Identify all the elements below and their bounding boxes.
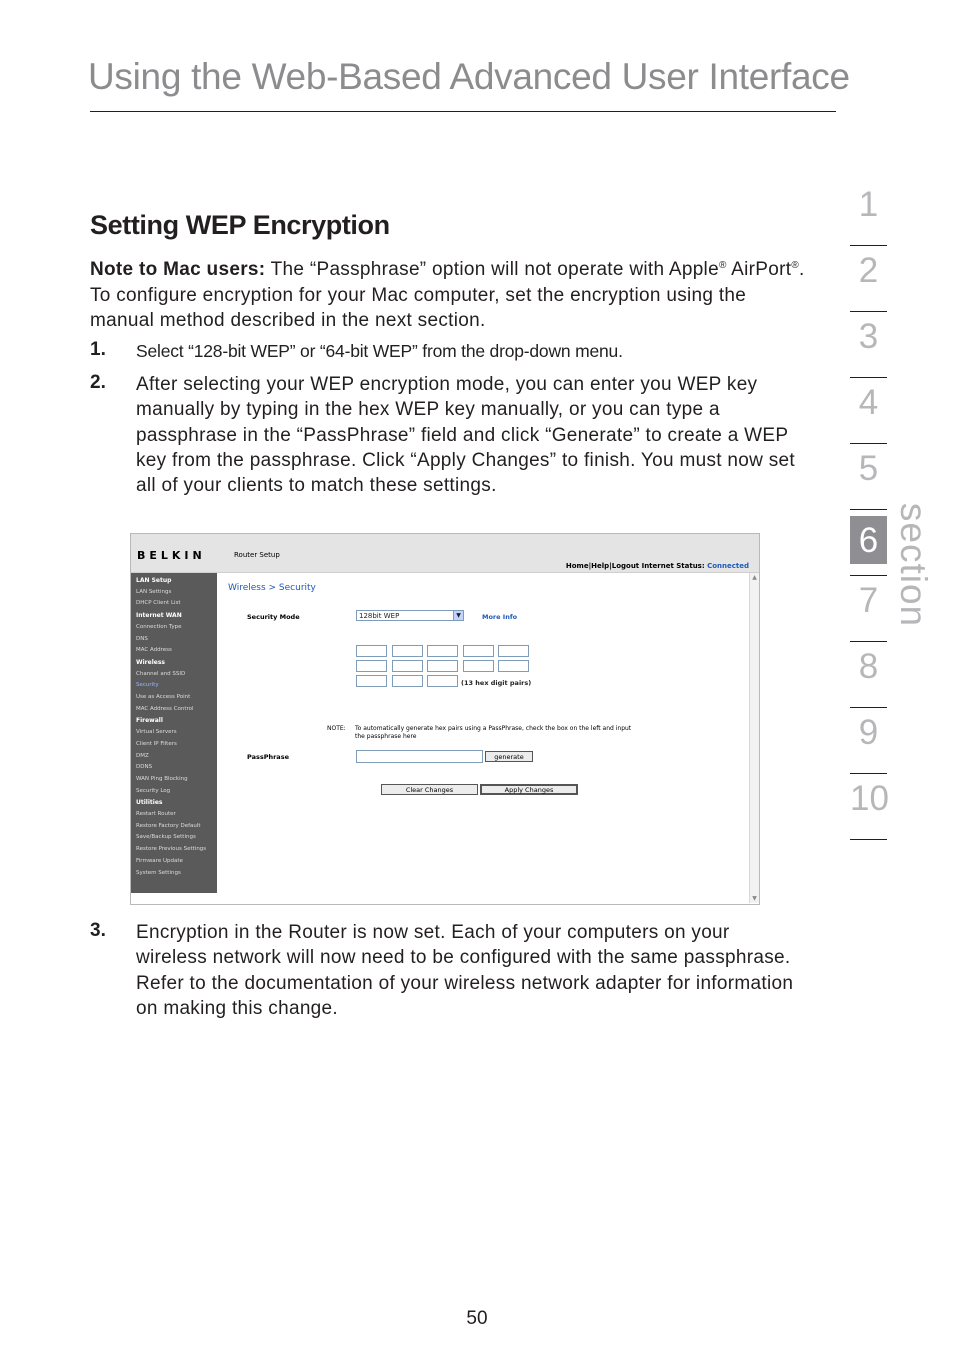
sidebar-item[interactable]: Security Log [136,787,171,794]
registered-mark: ® [791,260,799,271]
security-mode-label: Security Mode [247,613,300,621]
mac-users-note [90,253,810,334]
connection-status: Connected [707,562,749,570]
wep-key-input[interactable] [356,645,387,657]
security-mode-value: 128bit WEP [359,612,400,620]
sidebar-item[interactable]: Channel and SSID [136,670,186,677]
router-page-title: Router Setup [234,551,280,559]
router-sidebar [131,573,217,893]
generate-button[interactable]: generate [485,751,533,762]
wep-key-input[interactable] [427,645,458,657]
sidebar-heading: Wireless [136,658,165,666]
sidebar-item[interactable]: Restore Factory Default [136,822,201,829]
passphrase-input[interactable] [356,750,483,763]
router-header-bar [131,534,759,573]
wep-key-input[interactable] [427,660,458,672]
sidebar-item[interactable]: System Settings [136,869,181,876]
sidebar-item[interactable]: LAN Settings [136,588,172,595]
section-label: section [893,502,934,628]
note-lead: Note to Mac users: [90,259,266,280]
sidebar-item[interactable]: WAN Ping Blocking [136,775,188,782]
sidebar-item[interactable]: Firmware Update [136,857,183,864]
sidebar-item[interactable]: Connection Type [136,623,182,630]
section-nav-item-8 [850,642,887,708]
section-number: 4 [858,383,879,422]
section-nav-item-2 [850,246,887,312]
note-text-2: AirPort [726,259,792,280]
section-number: 7 [858,581,879,620]
registered-mark: ® [718,260,727,271]
wep-key-input[interactable] [498,645,529,657]
wep-key-input[interactable] [356,675,387,687]
note-label: NOTE: [327,725,346,732]
sidebar-item[interactable]: Virtual Servers [136,729,177,736]
step-number: 3. [90,920,106,941]
page-number: 50 [466,1308,488,1329]
section-nav-item-6 [850,510,887,576]
section-nav [850,180,887,840]
sidebar-item[interactable]: DMZ [136,752,149,759]
scroll-down-icon[interactable]: ▼ [752,895,757,902]
sidebar-item[interactable]: MAC Address Control [136,705,194,712]
wep-key-input[interactable] [427,675,458,687]
sidebar-heading: LAN Setup [136,577,172,584]
wep-key-input[interactable] [463,660,494,672]
sidebar-heading: Utilities [136,799,163,807]
section-nav-item-7 [850,576,887,642]
router-breadcrumb: Wireless > Security [228,583,316,593]
section-number: 9 [858,713,879,752]
sidebar-item[interactable]: Security [136,682,159,689]
section-nav-item-5 [850,444,887,510]
section-nav-item-3 [850,312,887,378]
section-nav-item-4 [850,378,887,444]
section-number: 6 [850,516,887,564]
page-header-title: Using the Web-Based Advanced User Interface [88,56,850,97]
sidebar-item[interactable]: MAC Address [136,647,172,654]
step-number: 2. [90,372,106,393]
section-nav-item-1 [850,180,887,246]
note-text-1: The “Passphrase” option will not operate with Apple [265,259,719,280]
scroll-up-icon[interactable]: ▲ [752,574,757,581]
note-text-3: . To configure encryption for your Mac computer, set the encryption using the manual method described in the next section. [90,259,805,331]
section-number: 10 [850,779,889,818]
step-number: 1. [90,339,106,360]
belkin-logo: BELKIN [137,549,206,562]
sidebar-heading: Internet WAN [136,612,182,620]
section-number: 2 [858,251,879,290]
router-scrollbar[interactable] [749,573,759,903]
wep-key-input[interactable] [392,645,423,657]
step-text: Select “128-bit WEP” or “64-bit WEP” from the drop-down menu. [136,341,623,361]
sidebar-item[interactable]: DHCP Client List [136,600,181,607]
router-screenshot [130,533,760,905]
clear-changes-button[interactable]: Clear Changes [381,784,478,795]
sidebar-item[interactable]: DDNS [136,764,153,771]
sidebar-item[interactable]: Save/Backup Settings [136,834,196,841]
step-text: Encryption in the Router is now set. Each of your computers on your wireless network will now need to be configured with the same passphrase. Refer to the documentation of your wireless network adapter for information on making this change. [136,922,794,1019]
passphrase-note: To automatically generate hex pairs using a PassPhrase, check the box on the left and input the passphrase here [355,725,632,740]
more-info-link[interactable]: More Info [482,613,518,621]
section-number: 3 [858,317,879,356]
wep-key-input[interactable] [392,675,423,687]
security-mode-select[interactable] [356,610,464,621]
apply-changes-button[interactable]: Apply Changes [480,784,578,795]
sidebar-item[interactable]: Restore Previous Settings [136,846,207,853]
sidebar-heading: Firewall [136,717,163,725]
step-text: After selecting your WEP encryption mode, you can enter you WEP key manually by typing in the hex WEP key manually, or you can type a passphrase in the “PassPhrase” field and click “Generate” to create a WEP key from the passphrase. Click “Apply Changes” to finish. You must now set all of your clients to match these settings. [136,374,796,497]
section-nav-item-9 [850,708,887,774]
section-heading: Setting WEP Encryption [90,210,390,240]
passphrase-label: PassPhrase [247,753,289,761]
sidebar-item[interactable]: DNS [136,635,148,642]
router-top-links [566,562,749,570]
section-number: 5 [858,449,879,488]
hex-pairs-note: (13 hex digit pairs) [461,679,532,687]
section-number: 8 [858,647,879,686]
header-divider [90,111,836,112]
top-links-text[interactable]: Home|Help|Logout Internet Status: [565,562,705,570]
sidebar-item[interactable]: Restart Router [136,811,176,817]
section-nav-item-10 [850,774,887,840]
sidebar-item[interactable]: Client IP Filters [136,740,177,747]
section-number: 1 [858,185,879,224]
wep-key-input[interactable] [498,660,529,672]
wep-key-input[interactable] [463,645,494,657]
chevron-down-icon[interactable]: ▼ [453,611,463,620]
sidebar-item[interactable]: Use as Access Point [136,694,191,700]
wep-key-input[interactable] [392,660,423,672]
wep-key-input[interactable] [356,660,387,672]
